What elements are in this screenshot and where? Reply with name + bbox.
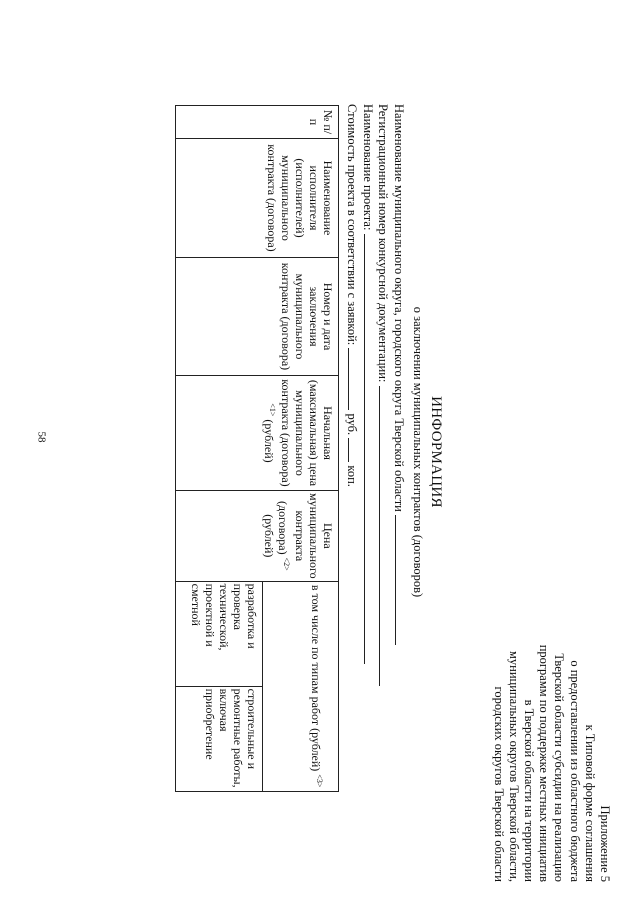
col-initial-price-text: Начальная (максимальная) цена муниципального контракта (договора) [279, 379, 335, 487]
col-contractor: Наименование исполнителя (исполнителей) муниципального контракта (договора) [176, 139, 339, 258]
col-works [263, 581, 339, 791]
footnote-3: <3> [315, 774, 324, 788]
appendix-header [490, 452, 612, 882]
appendix-line: к Типовой форме соглашения [582, 724, 597, 882]
project-name-row [360, 104, 376, 704]
footnote-2: <2> [282, 557, 291, 571]
cost-label: Стоимость проекта в соответствии с заявкой: [345, 104, 360, 346]
registration-row [375, 104, 391, 704]
kop-label: коп. [345, 465, 360, 487]
col-price-text: Цена муниципального контракта (договора) [276, 493, 335, 579]
rotated-document [20, 12, 620, 892]
appendix-line: муниципальных округов Тверской области, [506, 650, 521, 882]
document-title: ИНФОРМАЦИЯ [428, 396, 444, 508]
appendix-line: в Тверской области на территории [521, 699, 536, 882]
col-initial-price [176, 376, 339, 491]
project-name-label: Наименование проекта: [361, 104, 375, 231]
form-fields [344, 104, 406, 704]
rub-label: руб. [345, 413, 360, 436]
document-subtitle: о заключении муниципальных контрактов (договоров) [411, 306, 425, 598]
municipality-label: Наименование муниципального округа, городского округа Тверской области [392, 104, 406, 512]
col-price-unit: (рублей) [262, 514, 276, 558]
cost-rub-line [349, 348, 360, 410]
appendix-line: Приложение 5 [598, 805, 612, 882]
contracts-table [175, 105, 339, 792]
col-price [176, 491, 339, 582]
appendix-line: городских округов Тверской области [491, 686, 506, 882]
registration-line [380, 386, 391, 686]
appendix-line: о предоставлении из областного бюджета [567, 660, 582, 882]
col-works-text: в том числе по типам работ (рублей) [309, 584, 323, 772]
col-contract: Номер и дата заключения муниципального контракта (договора) [176, 258, 339, 376]
project-name-line [364, 234, 375, 664]
registration-label: Регистрационный номер конкурсной документации: [376, 104, 391, 383]
col-design: разработка и проверка технической, проектной и сметной [176, 581, 263, 686]
municipality-line [395, 515, 406, 645]
col-construction: строительные и ремонтные работы, включая приобретение [176, 686, 263, 791]
municipality-row [391, 104, 407, 704]
appendix-line: Тверской области субсидии на реализацию [552, 653, 567, 882]
col-num: № п/п [176, 106, 339, 139]
page-number: 58 [35, 431, 48, 443]
col-initial-price-unit: (рублей) [262, 419, 276, 463]
footnote-1: <1> [268, 403, 277, 417]
table-header-row [263, 106, 339, 792]
cost-row [344, 104, 360, 704]
appendix-line: программ по поддержке местных инициатив [537, 644, 552, 882]
cost-kop-line [349, 438, 360, 462]
